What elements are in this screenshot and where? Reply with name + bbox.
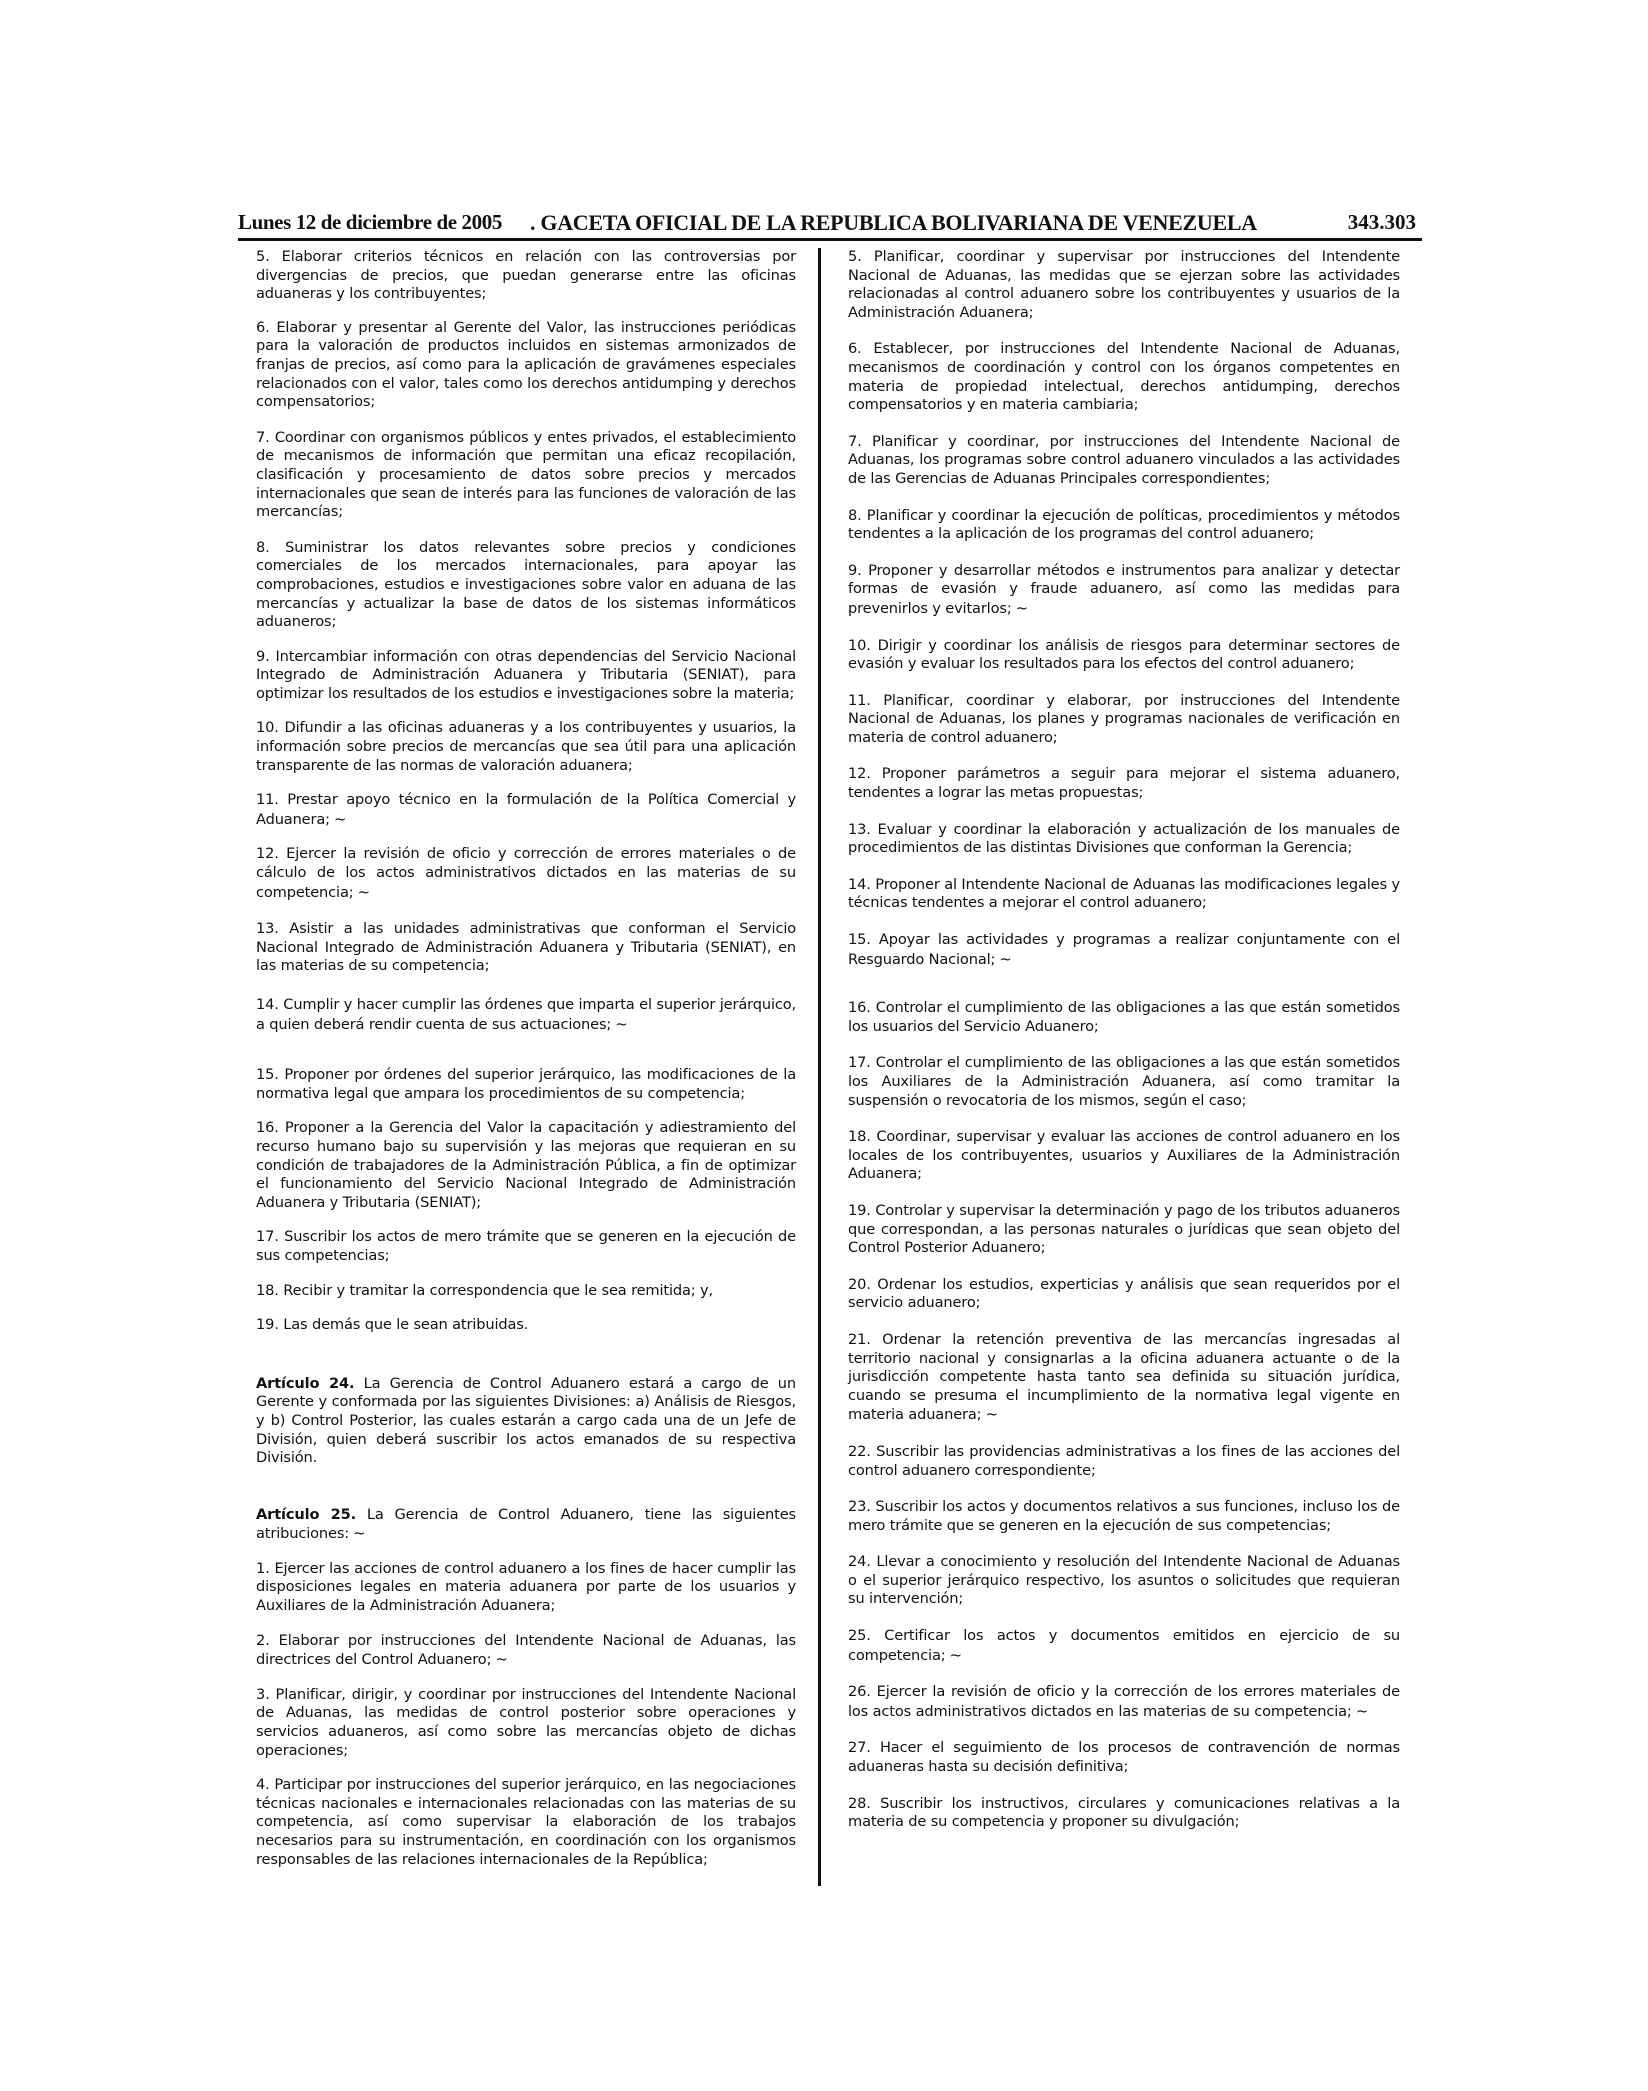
- list-item: 10. Dirigir y coordinar los análisis de riesgos para determinar sectores de evasión y evaluar los resultados para los efectos del control aduanero;: [848, 636, 1400, 673]
- initial-mark: ~: [357, 882, 370, 901]
- gazette-header: [238, 208, 1422, 241]
- list-item: 27. Hacer el seguimiento de los procesos de contravención de normas aduaneras hasta su decisión definitiva;: [848, 1739, 1400, 1776]
- article-25: [256, 1506, 796, 1544]
- list-item: [848, 1627, 1400, 1665]
- list-item: 8. Planificar y coordinar la ejecución de políticas, procedimientos y métodos tendentes a la aplicación de los programas del control aduanero;: [848, 506, 1400, 543]
- list-item: 7. Planificar y coordinar, por instrucciones del Intendente Nacional de Aduanas, los programas sobre control aduanero vinculados a las actividades de las Gerencias de Aduanas Principales correspondientes;: [848, 432, 1400, 487]
- list-item: [848, 562, 1400, 619]
- article-24-label: Artículo 24.: [256, 1374, 355, 1392]
- article-25-text: La Gerencia de Control Aduanero, tiene las siguientes atribuciones:: [256, 1505, 796, 1543]
- article-24-text: La Gerencia de Control Aduanero estará a cargo de un Gerente y conformada por las siguientes Divisiones: a) Análisis de Riesgos, y b) Control Posterior, las cuales estarán a cargo cada una de un Jefe de División, quien deberá suscribir los actos emanados de su respectiva División.: [256, 1374, 796, 1467]
- list-item: 15. Proponer por órdenes del superior jerárquico, las modificaciones de la normativa legal que ampara los procedimientos de su competencia;: [256, 1066, 796, 1102]
- list-item: 8. Suministrar los datos relevantes sobre precios y condiciones comerciales de los mercados internacionales, para apoyar las comprobaciones, estudios e investigaciones sobre valor en aduana de las mercancías y actualizar la base de datos de los sistemas informáticos aduaneros;: [256, 538, 796, 631]
- list-item-text: 15. Apoyar las actividades y programas a realizar conjuntamente con el Resguardo Nacional;: [848, 931, 1400, 968]
- list-item: 6. Establecer, por instrucciones del Intendente Nacional de Aduanas, mecanismos de coordinación y control con los órganos competentes en materia de propiedad intelectual, derechos antidumping, derechos compensatorios y en materia cambiaria;: [848, 340, 1400, 414]
- list-item: 4. Participar por instrucciones del superior jerárquico, en las negociaciones técnicas nacionales e internacionales relacionadas con las materias de su competencia, así como supervisar la elaboración de los trabajos necesarios para su instrumentación, en coordinación con los organismos responsables de las relaciones internacionales de la República;: [256, 1776, 796, 1868]
- list-item-text: 21. Ordenar la retención preventiva de las mercancías ingresadas al territorio nacional y consignarlas a la oficina aduanera actuante o de la jurisdicción competente hasta tanto sea definida su situación jurídica, cuando se presuma el incumplimiento de la normativa legal vigente en materia aduanera;: [848, 1330, 1400, 1424]
- list-item: 23. Suscribir los actos y documentos relativos a sus funciones, incluso los de mero trámite que se generen en la ejecución de sus competencias;: [848, 1498, 1400, 1534]
- list-item-text: 9. Proponer y desarrollar métodos e instrumentos para analizar y detectar formas de evasión y fraude aduanero, así como las medidas para prevenirlos y evitarlos;: [848, 561, 1400, 617]
- list-item: 20. Ordenar los estudios, experticias y análisis que sean requeridos por el servicio aduanero;: [848, 1275, 1400, 1312]
- list-item: [848, 931, 1400, 969]
- column-divider: [818, 248, 821, 1886]
- list-item: [256, 996, 796, 1034]
- list-item: 5. Elaborar criterios técnicos en relación con las controversias por divergencias de precios, que puedan generarse entre las oficinas aduaneras y los contribuyentes;: [256, 248, 796, 303]
- list-item: 3. Planificar, dirigir, y coordinar por instrucciones del Intendente Nacional de Aduanas, las medidas de control posterior sobre operaciones y servicios aduaneros, así como sobre las mercancías objeto de dichas operaciones;: [256, 1685, 796, 1759]
- initial-mark: ~: [999, 949, 1012, 968]
- list-item: [848, 1331, 1400, 1425]
- list-item-text: 26. Ejercer la revisión de oficio y la corrección de los errores materiales de los actos administrativos dictados en las materias de su competencia;: [848, 1683, 1400, 1720]
- initial-mark: ~: [333, 809, 347, 828]
- header-date: Lunes 12 de diciembre de 2005: [238, 210, 502, 234]
- list-item: 17. Controlar el cumplimiento de las obligaciones a las que están sometidos los Auxiliares de la Administración Aduanera, así como tramitar la suspensión o revocatoria de los mismos, según el caso;: [848, 1054, 1400, 1109]
- list-item-text: 25. Certificar los actos y documentos emitidos en ejercicio de su competencia;: [848, 1627, 1400, 1664]
- list-item: 18. Recibir y tramitar la correspondencia que le sea remitida; y,: [256, 1281, 714, 1299]
- left-column: [256, 248, 796, 1869]
- list-item: 5. Planificar, coordinar y supervisar por instrucciones del Intendente Nacional de Aduanas, las medidas que se ejerzan sobre las actividades relacionadas al control aduanero sobre los contribuyentes y usuarios de la Administración Aduanera;: [848, 248, 1400, 321]
- list-item: 19. Controlar y supervisar la determinación y pago de los tributos aduaneros que correspondan, a las personas naturales o jurídicas que sean objeto del Control Posterior Aduanero;: [848, 1201, 1400, 1257]
- header-title: . GACETA OFICIAL DE LA REPUBLICA BOLIVARIANA DE VENEZUELA: [530, 210, 1257, 235]
- right-column: [848, 248, 1400, 1832]
- list-item: 7. Coordinar con organismos públicos y entes privados, el establecimiento de mecanismos de información que permitan una eficaz recopilación, clasificación y procesamiento de datos sobre precios y mercados internacionales que sean de interés para las funciones de valoración de las mercancías;: [256, 428, 796, 521]
- initial-mark: ~: [985, 1405, 998, 1424]
- list-item: 22. Suscribir las providencias administrativas a los fines de las acciones del control aduanero correspondiente;: [848, 1442, 1400, 1479]
- list-item: 28. Suscribir los instructivos, circulares y comunicaciones relativas a la materia de su competencia y proponer su divulgación;: [848, 1794, 1400, 1831]
- list-item: [848, 1683, 1400, 1721]
- initial-mark: ~: [949, 1645, 962, 1664]
- list-item: [256, 791, 796, 829]
- list-item: 11. Planificar, coordinar y elaborar, por instrucciones del Intendente Nacional de Aduanas, los planes y programas nacionales de verificación en materia de control aduanero;: [848, 691, 1400, 746]
- list-item: 1. Ejercer las acciones de control aduanero a los fines de hacer cumplir las disposiciones legales en materia aduanera por parte de los usuarios y Auxiliares de la Administración Aduanera;: [256, 1559, 796, 1615]
- list-item: 17. Suscribir los actos de mero trámite que se generen en la ejecución de sus competencias;: [256, 1228, 796, 1264]
- header-page-number: 343.303: [1347, 210, 1416, 234]
- list-item: 13. Evaluar y coordinar la elaboración y actualización de los manuales de procedimientos de las distintas Divisiones que conforman la Gerencia;: [848, 820, 1400, 857]
- list-item: 16. Proponer a la Gerencia del Valor la capacitación y adiestramiento del recurso humano bajo su supervisión y las mejoras que requieran en su condición de trabajadores de la Administración Pública, a fin de optimizar el funcionamiento del Servicio Nacional Integrado de Administración Aduanera y Tributaria (SENIAT);: [256, 1119, 796, 1211]
- list-item-text: 2. Elaborar por instrucciones del Intendente Nacional de Aduanas, las directrices del Control Aduanero;: [256, 1631, 796, 1669]
- list-item: 6. Elaborar y presentar al Gerente del Valor, las instrucciones periódicas para la valoración de productos incluidos en sistemas armonizados de franjas de precios, así como para la aplicación de gravámenes especiales relacionados con el valor, tales como los derechos antidumping y derechos compensatorios;: [256, 318, 796, 411]
- list-item: 13. Asistir a las unidades administrativas que conforman el Servicio Nacional Integrado de Administración Aduanera y Tributaria (SENIAT), en las materias de su competencia;: [256, 920, 796, 975]
- article-24: [256, 1375, 796, 1468]
- list-item: 10. Difundir a las oficinas aduaneras y a los contribuyentes y usuarios, la información sobre precios de mercancías que sea útil para una aplicación transparente de las normas de valoración aduanera;: [256, 719, 796, 774]
- initial-mark: ~: [615, 1014, 628, 1033]
- article-25-label: Artículo 25.: [256, 1505, 357, 1523]
- list-item: 14. Proponer al Intendente Nacional de Aduanas las modificaciones legales y técnicas tendentes a mejorar el control aduanero;: [848, 875, 1400, 912]
- list-item: [256, 845, 796, 902]
- initial-mark: ~: [353, 1524, 366, 1543]
- list-item-text: 14. Cumplir y hacer cumplir las órdenes que imparta el superior jerárquico, a quien deberá rendir cuenta de sus actuaciones;: [256, 996, 796, 1033]
- initial-mark: ~: [495, 1650, 508, 1669]
- list-item: 19. Las demás que le sean atribuidas.: [256, 1316, 529, 1334]
- list-item: 24. Llevar a conocimiento y resolución del Intendente Nacional de Aduanas o el superior jerárquico respectivo, los asuntos o solicitudes que requieran su intervención;: [848, 1553, 1400, 1608]
- list-item: 9. Intercambiar información con otras dependencias del Servicio Nacional Integrado de Administración Aduanera y Tributaria (SENIAT), para optimizar los resultados de los estudios e investigaciones sobre la materia;: [256, 647, 796, 702]
- list-item: [256, 1632, 796, 1670]
- list-item: 16. Controlar el cumplimiento de las obligaciones a las que están sometidos los usuarios del Servicio Aduanero;: [848, 999, 1400, 1035]
- initial-mark: ~: [1015, 598, 1029, 617]
- initial-mark: ~: [1355, 1701, 1369, 1720]
- list-item: 12. Proponer parámetros a seguir para mejorar el sistema aduanero, tendentes a lograr las metas propuestas;: [848, 765, 1400, 802]
- list-item-text: 11. Prestar apoyo técnico en la formulación de la Política Comercial y Aduanera;: [256, 791, 796, 828]
- list-item: 18. Coordinar, supervisar y evaluar las acciones de control aduanero en los locales de los contribuyentes, usuarios y Auxiliares de la Administración Aduanera;: [848, 1128, 1400, 1183]
- list-item-text: 12. Ejercer la revisión de oficio y corrección de errores materiales o de cálculo de los actos administrativos dictados en las materias de su competencia;: [256, 845, 796, 901]
